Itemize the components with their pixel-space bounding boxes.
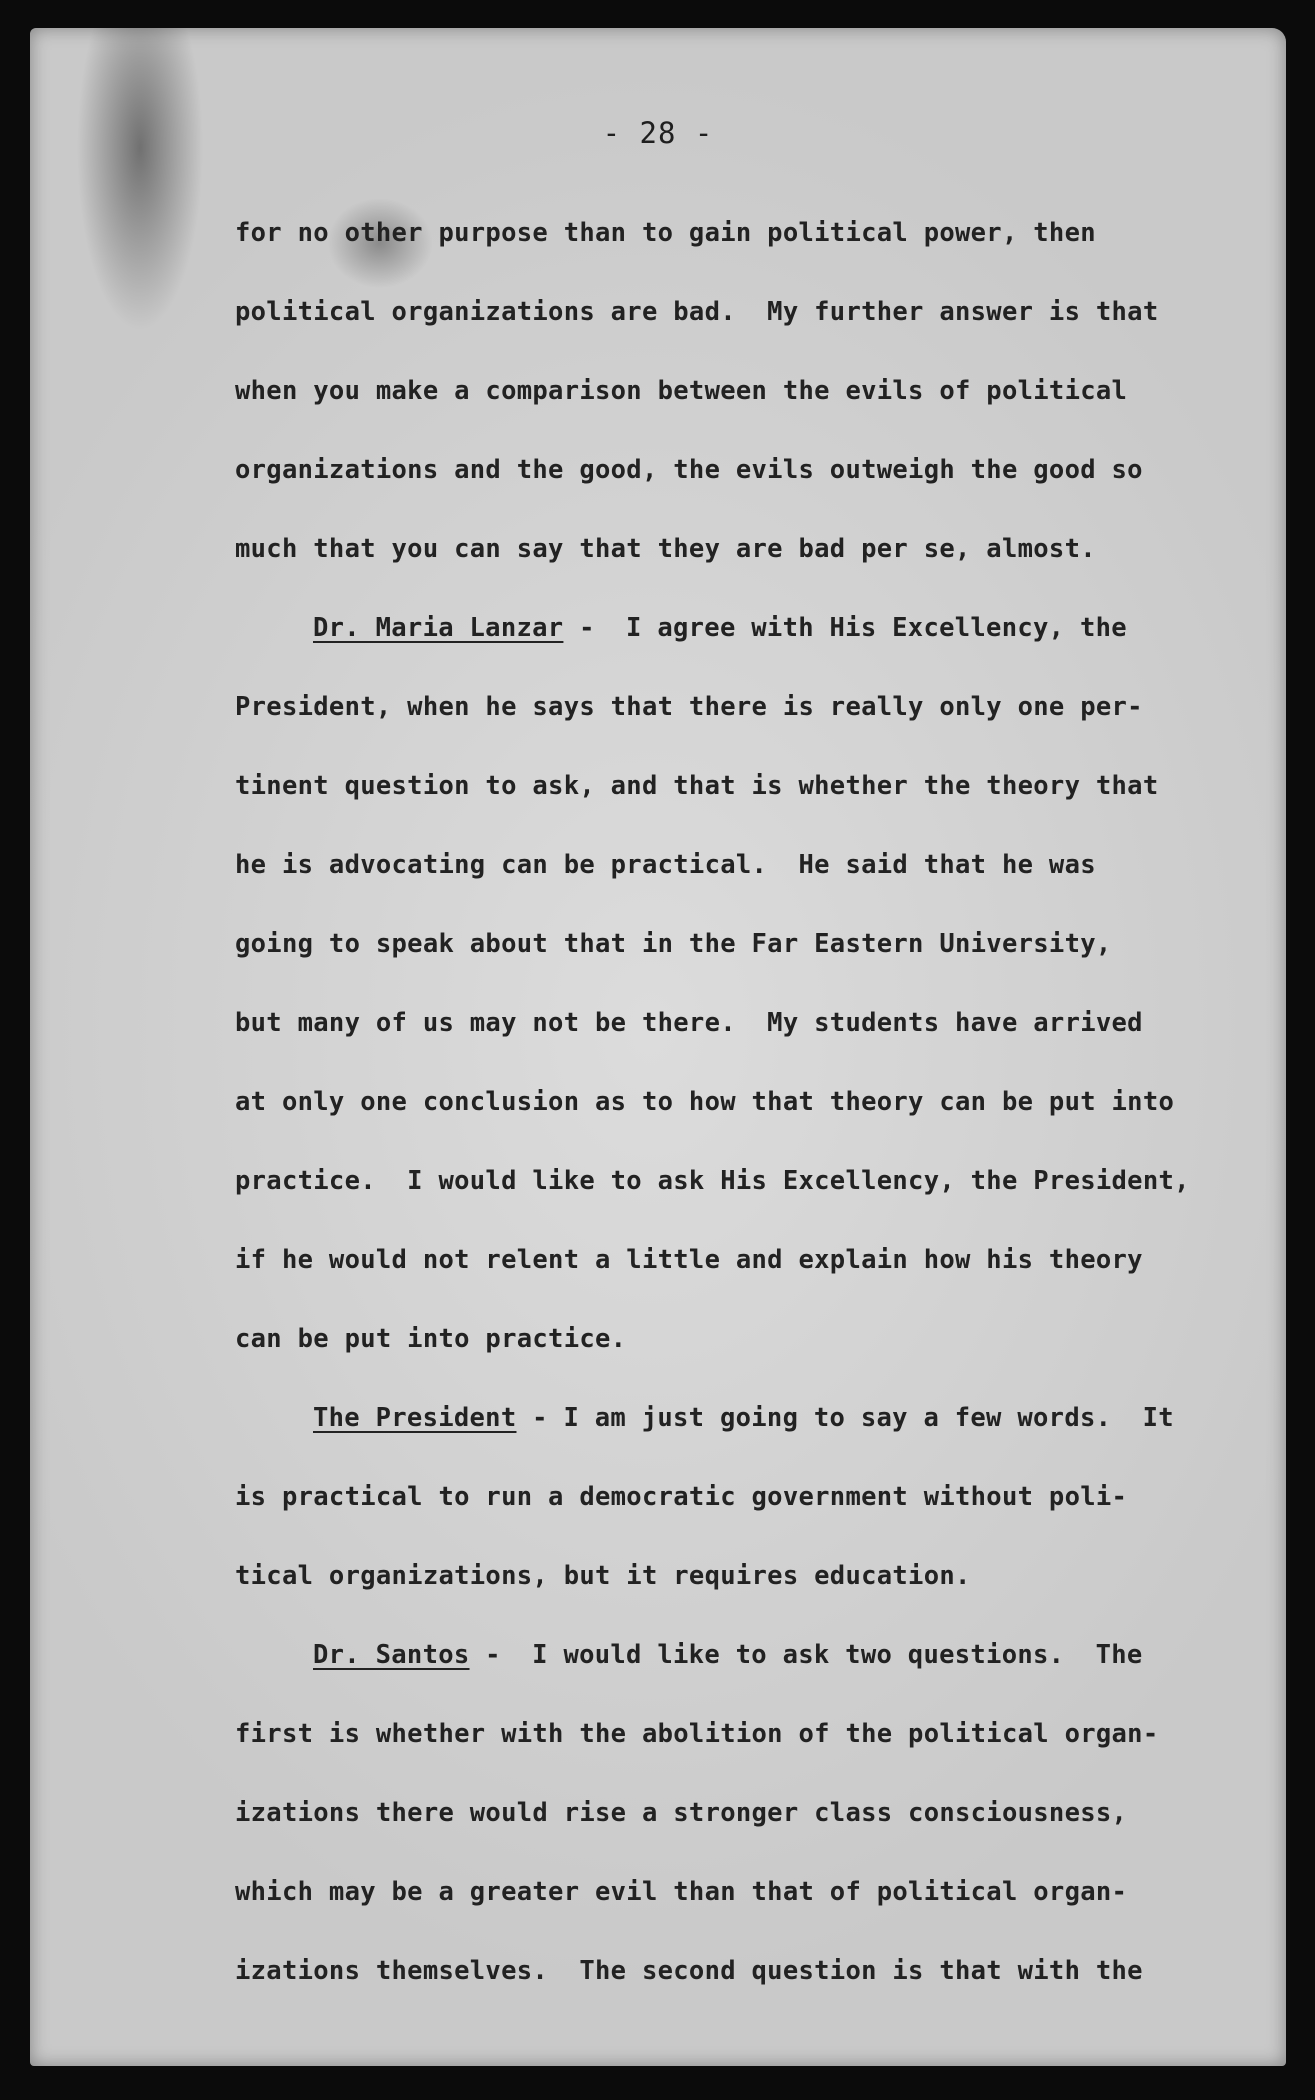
speech-text: - I am just going to say a few words. It bbox=[516, 1403, 1174, 1433]
text-line: much that you can say that they are bad per se, almost. bbox=[235, 534, 1096, 564]
text-line: can be put into practice. bbox=[235, 1324, 627, 1354]
text-line: practice. I would like to ask His Excellency, the President, bbox=[235, 1166, 1190, 1196]
speaker-name: Dr. Maria Lanzar bbox=[313, 613, 564, 643]
text-line: if he would not relent a little and explain how his theory bbox=[235, 1245, 1143, 1275]
text-line: tical organizations, but it requires education. bbox=[235, 1561, 971, 1591]
text-line: President, when he says that there is really only one per- bbox=[235, 692, 1143, 722]
text-line: political organizations are bad. My further answer is that bbox=[235, 297, 1159, 327]
text-line: izations there would rise a stronger class consciousness, bbox=[235, 1798, 1128, 1828]
speech-opening-line bbox=[235, 589, 1245, 668]
text-line: organizations and the good, the evils outweigh the good so bbox=[235, 455, 1143, 485]
speaker-name: Dr. Santos bbox=[313, 1640, 470, 1670]
text-line: when you make a comparison between the evils of political bbox=[235, 376, 1128, 406]
speech-text: - I would like to ask two questions. The bbox=[469, 1640, 1143, 1670]
speech-text: - I agree with His Excellency, the bbox=[563, 613, 1127, 643]
text-line: for no other purpose than to gain political power, then bbox=[235, 218, 1096, 248]
text-line: izations themselves. The second question is that with the bbox=[235, 1956, 1143, 1986]
text-line: tinent question to ask, and that is whether the theory that bbox=[235, 771, 1159, 801]
text-line: is practical to run a democratic government without poli- bbox=[235, 1482, 1128, 1512]
page-number: - 28 - bbox=[602, 116, 714, 150]
page-body bbox=[235, 194, 1245, 2011]
text-line: he is advocating can be practical. He said that he was bbox=[235, 850, 1096, 880]
typewritten-page bbox=[30, 28, 1286, 2066]
text-line: first is whether with the abolition of the political organ- bbox=[235, 1719, 1159, 1749]
text-line: at only one conclusion as to how that theory can be put into bbox=[235, 1087, 1175, 1117]
speech-opening-line bbox=[235, 1379, 1245, 1458]
speaker-name: The President bbox=[313, 1403, 517, 1433]
text-line: which may be a greater evil than that of political organ- bbox=[235, 1877, 1128, 1907]
text-line: going to speak about that in the Far Eastern University, bbox=[235, 929, 1112, 959]
speech-opening-line bbox=[235, 1616, 1245, 1695]
text-line: but many of us may not be there. My students have arrived bbox=[235, 1008, 1143, 1038]
